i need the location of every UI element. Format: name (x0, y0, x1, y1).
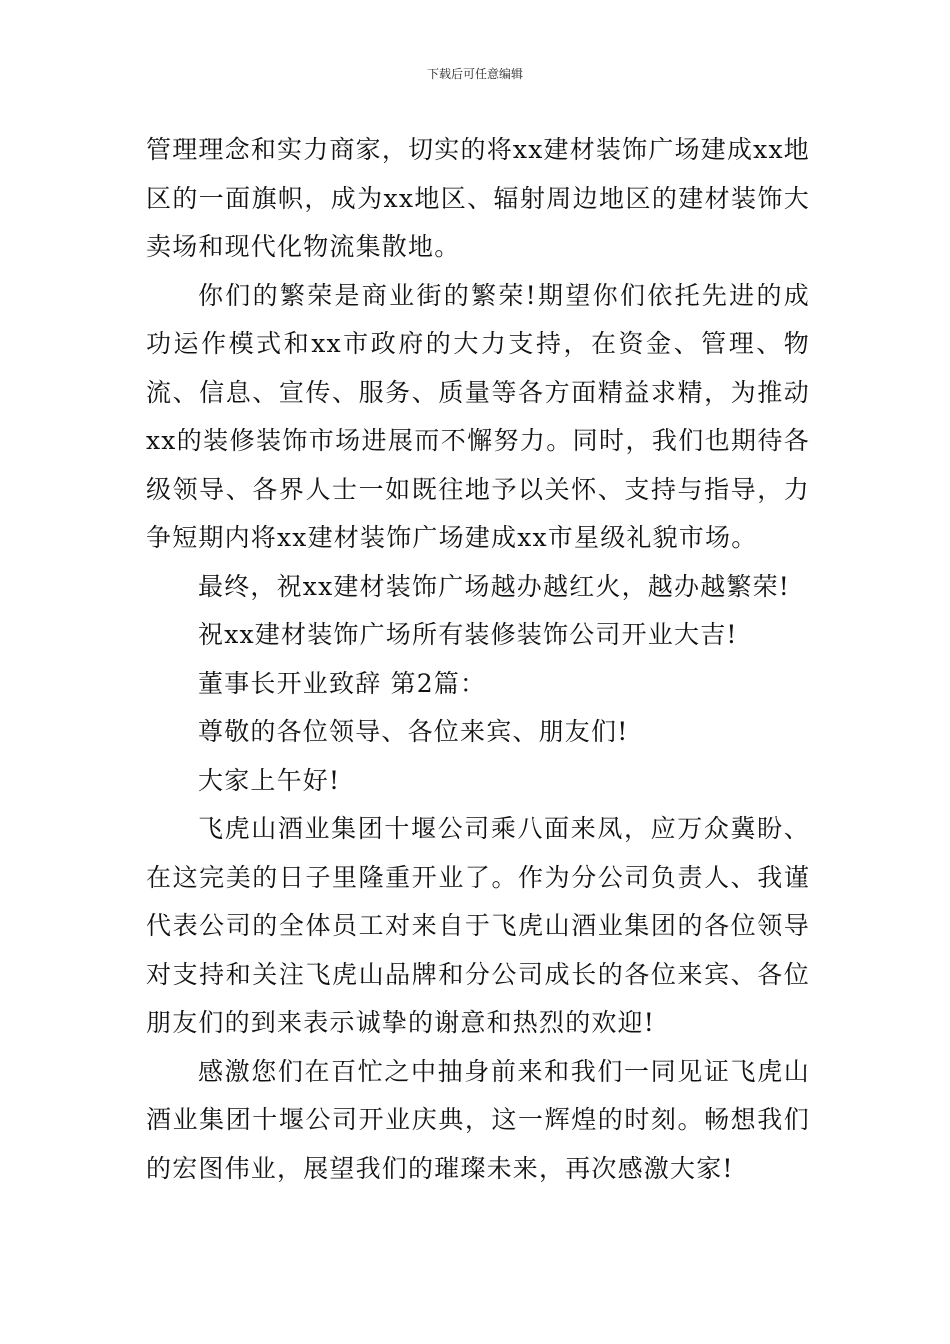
document-body (146, 126, 810, 1193)
greeting: 大家上午好! (198, 765, 341, 795)
section-heading: 董事长开业致辞 第2篇： (198, 668, 487, 698)
paragraph-4: 祝xx建材装饰广场所有装修装饰公司开业大吉! (198, 620, 738, 649)
page-header: 下载后可任意编辑 (426, 67, 523, 81)
paragraph-8: 飞虎山酒业集团十堰公司乘八面来凤，应万众冀盼、在这完美的日子里隆重开业了。作为分公司负责人、我谨代表公司的全体员工对来自于飞虎山酒业集团的各位领导对支持和关注飞虎山品牌和分公司成长的各位来宾、各位朋友们的到来表示诚挚的谢意和热烈的欢迎! (146, 814, 810, 1037)
paragraph-2: 你们的繁荣是商业街的繁荣!期望你们依托先进的成功运作模式和xx市政府的大力支持，在资金、管理、物流、信息、宣传、服务、质量等各方面精益求精，为推动xx的装修装饰市场进展而不懈努力。同时，我们也期待各级领导、各界人士一如既往地予以关怀、支持与指导，力争短期内将xx建材装饰广场建成xx市星级礼貌市场。 (146, 280, 810, 552)
paragraph-1: 管理理念和实力商家，切实的将xx建材装饰广场建成xx地区的一面旗帜，成为xx地区、辐射周边地区的建材装饰大卖场和现代化物流集散地。 (146, 135, 810, 261)
salutation: 尊敬的各位领导、各位来宾、朋友们! (198, 717, 629, 746)
paragraph-3: 最终，祝xx建材装饰广场越办越红火，越办越繁荣! (198, 571, 791, 601)
paragraph-9: 感激您们在百忙之中抽身前来和我们一同见证飞虎山酒业集团十堰公司开业庆典，这一辉煌的时刻。畅想我们的宏图伟业，展望我们的璀璨未来，再次感激大家! (146, 1056, 810, 1183)
